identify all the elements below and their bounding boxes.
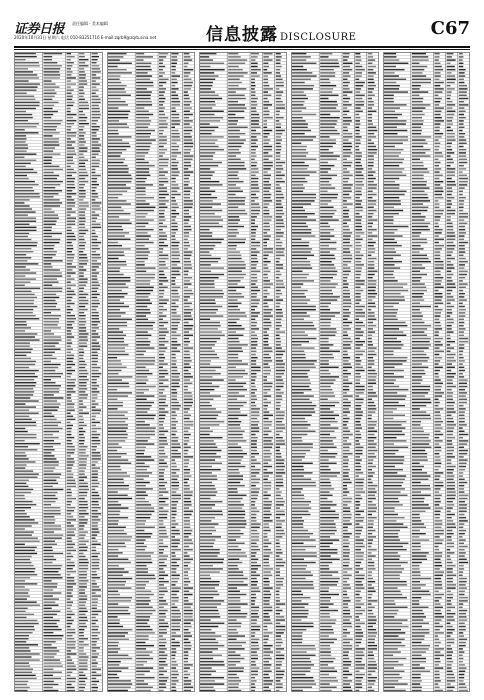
col-1-table [14, 52, 103, 692]
col-4-table [291, 52, 379, 692]
header-rule-thin [14, 49, 470, 50]
newspaper-logo: 证券日报 [14, 22, 65, 37]
page-number: C67 [430, 18, 470, 39]
section-title-en: DISCLOSURE [280, 32, 357, 43]
column-2 [107, 52, 195, 692]
dateline: 2020年10月31日 星期六 电话 010-83251716 E-mail:zqrb9@zqrb.sina.net [14, 35, 157, 40]
section-title [206, 20, 356, 45]
column-4 [291, 52, 379, 692]
column-3 [199, 52, 287, 692]
col-2-table [107, 52, 195, 692]
col-3-table [199, 52, 287, 692]
masthead [14, 18, 470, 44]
section-title-cn: 信息披露 [206, 25, 278, 45]
disclosure-columns [14, 52, 470, 692]
col-5-table [383, 52, 470, 692]
editor-credits: 责任编辑 · 美术编辑 [72, 21, 108, 26]
column-1 [14, 52, 103, 692]
header-rule-thick [14, 46, 470, 48]
column-5 [383, 52, 470, 692]
